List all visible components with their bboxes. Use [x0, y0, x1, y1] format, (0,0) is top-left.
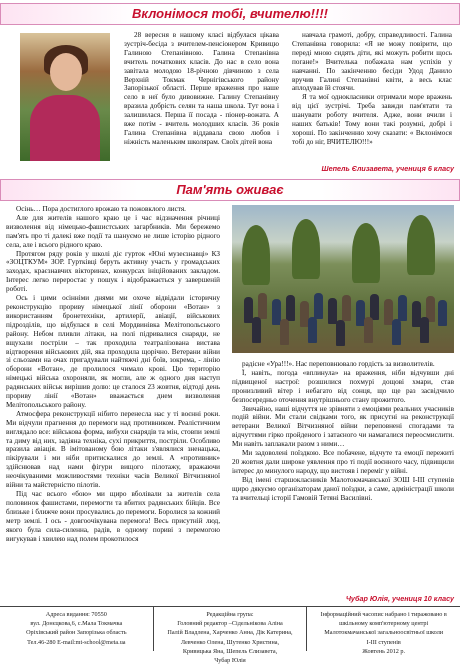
- article2-col2-paragraph-2: Ї, навіть, погода «вплинула» на враження, ніби відчувши дні підвищеної настрої: розшилися похмурі дощові хмари, став пронизливий вітер і небагато від сонця, що ще раз засвідчило безпосередньо оточення внутрішнього стану прожитого.: [232, 368, 454, 404]
- photo-tree: [292, 219, 320, 279]
- footer-print-info: [307, 607, 460, 655]
- footer-editorial-line: Чубар Юлія: [214, 657, 246, 664]
- article1-col1-paragraph: 28 вересня в нашому класі відбулася цікава зустріч-бесіда з вчителем-пенсіонером Кривицю Галиною Степанівною. Галина Степанівна вчитель початкових класів. До нас в село вона завітала молодою 18-річною дівчиною з села Верхній Токмак Чернігівського району Запорізької області. Перше враження про наше село в неї було дивовижне. Галину Степанівну вразила добрість селян та наша школа. Тут вона і залишилася. Перша її посада - піонер-вожата. А вже потім - вчитель молодших класів. 36 років Галина Степанівна віддавала свою любов і ніжність маленьким школярам. Своїх дітей вона: [124, 31, 279, 146]
- footer-editorial-line: Левченко Олена, Шутенко Христина,: [180, 638, 280, 646]
- footer-address-line: Адреса видання: 70550: [45, 611, 107, 618]
- article2-title-banner: [0, 179, 460, 201]
- footer-editorial-line: Редакційна група:: [206, 611, 254, 618]
- photo-tree: [242, 225, 270, 285]
- article2-col2-paragraph-4: Ми задоволені поїздкою. Все побачене, відчуте та емоції пережиті 20 жовтня дали широке уявлення про ті події воєнного часу, підвищили інтерес до минулого народу, що вистояв і переміг у війні.: [232, 449, 454, 475]
- article2-column-1: [6, 205, 220, 543]
- photo-tree: [352, 223, 380, 283]
- article2-col2-paragraph-3: Звичайно, наші відчуття не зрівняти з емоціями реальних учасників подій війни. Ми стали свідками того, як присутні на реконструкції ветерани Великої Вітчизняної війни переповнені спогадами та відчуттями гірко пройденого і затаєного чи намагалися переосмислити. Ми навіть заплакали разом з ними…: [232, 404, 454, 449]
- photo-person: [370, 294, 379, 320]
- article2-col1-paragraph-3: Протягом ряду років у школі діє гурток «Юні музеєзнавці» КЗ «ЗОЦТКУМ» ЗОР. Гуртківці беруть активну участь у громадських заходах, краєзнавчих вікторинах, конкурсах ініційованих закладом. Інтерес легко переростає у пошук і відображається у завершеній роботі.: [6, 249, 220, 294]
- article2-col2-paragraph-5: Від імені старшокласників Малотокмачанської ЗОШ І-ІІІ ступенів щиро дякуємо організаторам даної поїздки, а саме, адміністрації школи та вчительці історії Гамовій Тетяні Василівні.: [232, 475, 454, 502]
- footer-editorial-line: Палій Владлена, Харченко Анна, Дік Катерина,: [167, 629, 293, 637]
- article2-col2-paragraph-1: радісне «Ура!!!». Нас переповнювало гордість за визволителів.: [242, 360, 435, 368]
- photo-person: [438, 300, 447, 326]
- article2-title: Пам'ять оживає: [176, 182, 284, 197]
- article2-col1-paragraph-5: Атмосфера реконструкції нібито перенесла нас у ті воєнні роки. Ми відчули прагнення до перемоги над противником. Реалістичним виглядало все: військова форма, вибухи снарядів та мін, стовпи землі та диму від них, задіяна техніка, сухі прикриття, постріли. Особливо вразила авіація. В імітованому бою літаки з'являлися зненацька, пікірували і ми ніби притискалися до землі. А «противник» здійснював над нами фігури вищого пілотажу, вражаючи неочікуваними можливостями техніки часів Великої Вітчизняної війни та майстерністю пілотів.: [6, 409, 220, 490]
- article2-col1-paragraph-4: Ось і цими осінніми днями ми охоче відвідали історичну реконструкцію прориву німецької лінії оборони «Вотан» з використанням бронетехніки, артилерії, авіації, військових підрозділів, що відбулася в селі Мордвинівка Мелітопольського району. Небом пливли літаки, на полі підривалися снаряди, не вщухали постріли – так проходила театралізована вистава відтворення військових дій, яка проходила щорічно. Ветерани війни зі сльозами на очах пригадували найтяжчі дні боїв, зокрема, - лінію оборони «Вотан», де пролилося чимало крові. Цю територію німецькі війська охороняли, як могли, але ж одного дня наступ радянських військ вирішив долю: це сталося 23 жовтня, відтоді день прориву лінії «Вотан» вважається днем визволення Мелітопольського району.: [6, 294, 220, 409]
- article1-title: Вклонімося тобі, вчителю!!!!: [131, 6, 329, 21]
- photo-person: [286, 295, 295, 321]
- footer-editorial-line: Головний редактор –Сідельнікова Аліна: [177, 620, 283, 628]
- footer-editorial-group: [153, 607, 308, 664]
- footer-print-line: Інформаційний часопис набрано і тиражовано в: [320, 611, 447, 618]
- group-photo: [232, 205, 454, 353]
- photo-person: [342, 295, 351, 321]
- footer-address-line: вул. Донєцкова,6, с.Мала Токмачка: [30, 620, 123, 628]
- footer-address-line: Оріхівський район Запорізька область: [26, 629, 127, 637]
- article2-col1-paragraph-6: Під час всього «бою» ми щиро вболівали за жителів села половинок фашистами, перемогти та вбитих радянських бійців. Все близьке і ближче вони просувались до перемоги. Боролися за кожний метр землі. І ось - довгоочікувана перемога! Весь присутній люд, якого була сила-силенна, радів, в одному пориві з перемогою вигукував і хвилею над полем прокотилося: [6, 490, 220, 543]
- article1-column-1: [124, 31, 279, 147]
- article1-col2-paragraph-2: Я та мої однокласники отримали море вражень від цієї зустрічі. Треба завжди пам'ятати та шанувати роботу вчителя. Адже, вони вчили і наших батьків! Тому вони такі розумні, добрі і хороші. По закінченню хочу сказати: « Вклонімося тобі до ніг, ВЧИТЕЛЮ!!!»: [292, 93, 452, 146]
- photo-person: [328, 298, 337, 324]
- photo-tree: [407, 215, 435, 275]
- photo-figure-shirt: [30, 95, 100, 161]
- photo-person: [314, 293, 323, 319]
- photo-person: [280, 319, 289, 345]
- article1-column-2: [292, 31, 452, 147]
- article1-signature: Шепель Єлизавета, учениця 6 класу: [321, 164, 454, 173]
- footer: [0, 606, 460, 664]
- article1-title-banner: [0, 3, 460, 25]
- footer-print-line: Малотокмачанської загальноосвітньої школи: [324, 629, 444, 637]
- article2-col1-paragraph-1: Осінь… Пора достиглого врожаю та пожовклого листя.: [16, 205, 186, 213]
- article2-column-2: [232, 360, 454, 503]
- photo-person: [258, 293, 267, 319]
- footer-print-line: І-ІІІ ступенів: [366, 638, 401, 646]
- photo-person: [364, 317, 373, 343]
- article2-signature: Чубар Юлія, учениця 10 класу: [345, 594, 454, 603]
- article2-col1-paragraph-2: Але для жителів нашого краю це і час відзначення річниці визволення від німецько-фашистських загарбників. Ми бережемо пам'ять про ті далекі вже події та шануємо не лише історію рідного села, але і всього рідного краю.: [6, 213, 220, 249]
- photo-person: [252, 317, 261, 343]
- photo-person: [336, 320, 345, 346]
- footer-address-line: Тел.46-280 E-mail:mt-school@meta.ua: [27, 638, 126, 646]
- photo-person: [308, 317, 317, 343]
- footer-print-line: Жовтень 2012 р.: [362, 647, 406, 655]
- footer-print-line: шкільному комп'ютерному центрі: [339, 620, 429, 628]
- photo-person: [392, 319, 401, 345]
- teacher-photo: [20, 33, 110, 161]
- article1-col2-paragraph-1: навчала грамоті, добру, справедливості. Галина Степанівна говорила: «Я не можу повірити, що переді мною сидять діти, які можуть робити щось погане!» Вчителька побажала нам успіхів у навчанні. По закінченню бесіди Удод Данило вручив Галині Степанівні квіти, а весь клас аплодував їй стоячи.: [292, 31, 452, 93]
- photo-person: [398, 295, 407, 321]
- photo-person: [420, 317, 429, 343]
- footer-editorial-line: Кривицька Яна, Шепель Єлизавета,: [182, 647, 278, 655]
- photo-figure-face: [50, 53, 82, 91]
- footer-address: [0, 607, 153, 651]
